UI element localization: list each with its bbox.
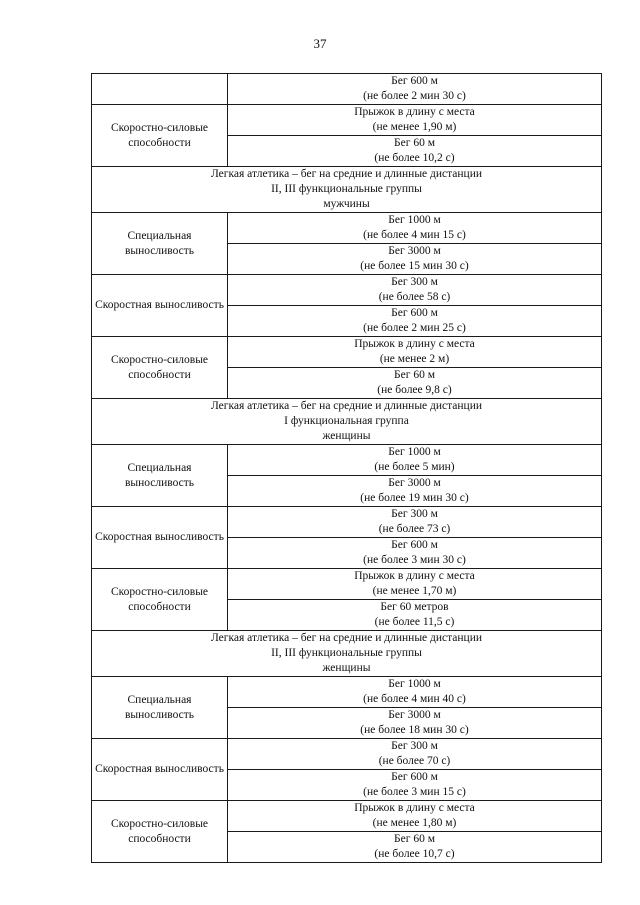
quality-cell: Скоростно-силовые способности bbox=[92, 105, 228, 167]
page-number: 37 bbox=[313, 36, 327, 51]
section-heading-line: женщины bbox=[322, 430, 371, 442]
quality-cell bbox=[92, 74, 228, 105]
quality-cell: Специальная выносливость bbox=[92, 213, 228, 275]
section-heading-line: Легкая атлетика – бег на средние и длинные дистанции bbox=[210, 168, 483, 180]
test-cell bbox=[228, 739, 602, 770]
test-norm: (не более 70 с) bbox=[378, 755, 451, 767]
table-row bbox=[92, 739, 602, 770]
section-heading-row bbox=[92, 399, 602, 445]
test-norm: (не более 3 мин 15 с) bbox=[363, 786, 466, 798]
test-name: Прыжок в длину с места bbox=[354, 338, 475, 350]
section-heading bbox=[92, 631, 602, 677]
table-row bbox=[92, 569, 602, 600]
test-name: Прыжок в длину с места bbox=[354, 802, 475, 814]
test-name: Бег 600 м bbox=[391, 539, 438, 551]
quality-cell: Скоростная выносливость bbox=[92, 507, 228, 569]
test-name: Бег 3000 м bbox=[388, 477, 441, 489]
test-name: Бег 1000 м bbox=[388, 214, 441, 226]
table-row bbox=[92, 105, 602, 136]
test-cell bbox=[228, 213, 602, 244]
quality-cell: Скоростно-силовые способности bbox=[92, 801, 228, 863]
test-cell bbox=[228, 74, 602, 105]
test-cell bbox=[228, 507, 602, 538]
test-norm: (не более 19 мин 30 с) bbox=[360, 492, 469, 504]
table-row bbox=[92, 507, 602, 538]
test-name: Бег 1000 м bbox=[388, 678, 441, 690]
table-row bbox=[92, 337, 602, 368]
test-norm: (не менее 1,90 м) bbox=[372, 121, 457, 133]
test-name: Бег 300 м bbox=[391, 740, 438, 752]
test-cell bbox=[228, 275, 602, 306]
section-heading-line: Легкая атлетика – бег на средние и длинные дистанции bbox=[210, 400, 483, 412]
test-cell bbox=[228, 368, 602, 399]
test-name: Бег 60 м bbox=[394, 833, 435, 845]
norms-table bbox=[91, 73, 602, 863]
quality-cell: Скоростно-силовые способности bbox=[92, 337, 228, 399]
norms-table-body bbox=[92, 74, 602, 863]
table-row bbox=[92, 213, 602, 244]
test-cell bbox=[228, 770, 602, 801]
test-cell bbox=[228, 445, 602, 476]
quality-cell: Скоростная выносливость bbox=[92, 739, 228, 801]
test-cell bbox=[228, 538, 602, 569]
test-norm: (не более 9,8 с) bbox=[377, 384, 452, 396]
test-cell bbox=[228, 600, 602, 631]
test-name: Бег 60 м bbox=[394, 369, 435, 381]
test-cell bbox=[228, 832, 602, 863]
test-norm: (не более 58 с) bbox=[378, 291, 451, 303]
quality-cell: Скоростная выносливость bbox=[92, 275, 228, 337]
section-heading-line: II, III функциональные группы bbox=[271, 183, 422, 195]
test-norm: (не более 5 мин) bbox=[374, 461, 455, 473]
test-cell bbox=[228, 244, 602, 275]
test-norm: (не менее 1,70 м) bbox=[372, 585, 457, 597]
test-name: Бег 60 м bbox=[394, 137, 435, 149]
table-row bbox=[92, 677, 602, 708]
test-name: Прыжок в длину с места bbox=[354, 570, 475, 582]
test-norm: (не более 10,2 с) bbox=[374, 152, 455, 164]
section-heading bbox=[92, 167, 602, 213]
test-norm: (не менее 1,80 м) bbox=[372, 817, 457, 829]
test-name: Прыжок в длину с места bbox=[354, 106, 475, 118]
table-row bbox=[92, 801, 602, 832]
section-heading-row bbox=[92, 167, 602, 213]
quality-cell: Скоростно-силовые способности bbox=[92, 569, 228, 631]
test-cell bbox=[228, 306, 602, 337]
test-name: Бег 60 метров bbox=[380, 601, 449, 613]
test-norm: (не более 10,7 с) bbox=[374, 848, 455, 860]
test-norm: (не более 4 мин 40 с) bbox=[363, 693, 466, 705]
test-norm: (не более 11,5 с) bbox=[374, 616, 455, 628]
section-heading-line: женщины bbox=[322, 662, 371, 674]
test-name: Бег 600 м bbox=[391, 771, 438, 783]
test-cell bbox=[228, 337, 602, 368]
quality-cell: Специальная выносливость bbox=[92, 445, 228, 507]
table-row bbox=[92, 445, 602, 476]
test-cell bbox=[228, 801, 602, 832]
test-cell bbox=[228, 476, 602, 507]
table-row bbox=[92, 275, 602, 306]
test-norm: (не менее 2 м) bbox=[379, 353, 450, 365]
test-norm: (не более 15 мин 30 с) bbox=[360, 260, 469, 272]
test-name: Бег 3000 м bbox=[388, 245, 441, 257]
test-norm: (не более 4 мин 15 с) bbox=[363, 229, 466, 241]
section-heading bbox=[92, 399, 602, 445]
section-heading-line: Легкая атлетика – бег на средние и длинные дистанции bbox=[210, 632, 483, 644]
test-norm: (не более 73 с) bbox=[378, 523, 451, 535]
test-name: Бег 3000 м bbox=[388, 709, 441, 721]
test-name: Бег 600 м bbox=[391, 75, 438, 87]
test-name: Бег 300 м bbox=[391, 508, 438, 520]
test-norm: (не более 18 мин 30 с) bbox=[360, 724, 469, 736]
quality-cell: Специальная выносливость bbox=[92, 677, 228, 739]
test-cell bbox=[228, 105, 602, 136]
section-heading-line: мужчины bbox=[323, 198, 370, 210]
section-heading-line: II, III функциональные группы bbox=[271, 647, 422, 659]
test-norm: (не более 2 мин 25 с) bbox=[363, 322, 466, 334]
test-norm: (не более 2 мин 30 с) bbox=[363, 90, 466, 102]
table-row bbox=[92, 74, 602, 105]
test-name: Бег 600 м bbox=[391, 307, 438, 319]
test-name: Бег 1000 м bbox=[388, 446, 441, 458]
test-name: Бег 300 м bbox=[391, 276, 438, 288]
test-cell bbox=[228, 708, 602, 739]
section-heading-row bbox=[92, 631, 602, 677]
test-cell bbox=[228, 677, 602, 708]
section-heading-line: I функциональная группа bbox=[284, 415, 409, 427]
test-norm: (не более 3 мин 30 с) bbox=[363, 554, 466, 566]
test-cell bbox=[228, 569, 602, 600]
test-cell bbox=[228, 136, 602, 167]
